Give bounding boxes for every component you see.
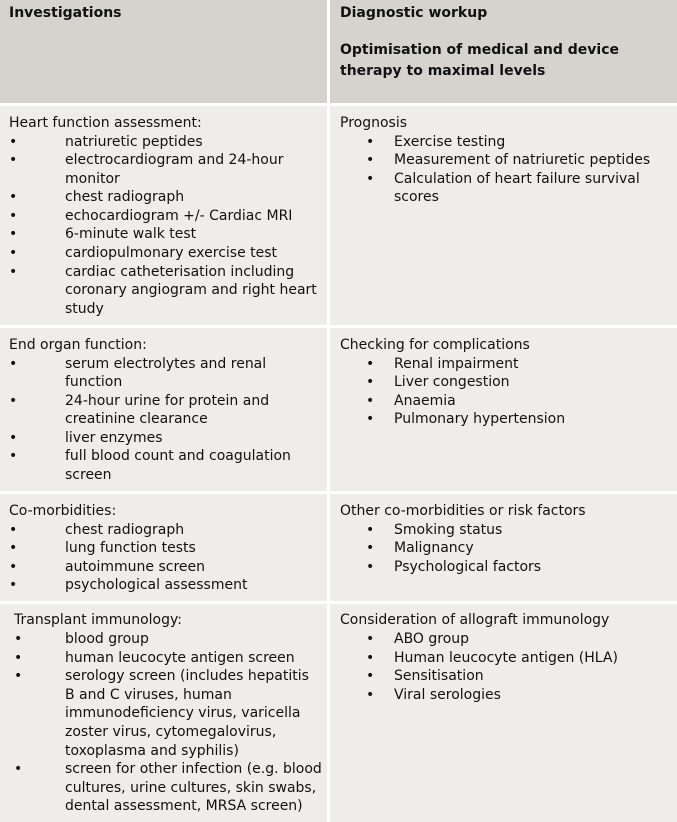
bullet-icon: • [9, 577, 18, 594]
risk-factors-title: Other co-morbidities or risk factors [340, 503, 586, 519]
list-item: • Pulmonary hypertension [366, 411, 566, 428]
bullet-icon: • [9, 429, 18, 446]
allograft-immunology-title: Consideration of allograft immunology [340, 612, 610, 628]
bullet-icon: • [366, 392, 375, 409]
bullet-icon: • [366, 152, 375, 169]
comorbidities-list [9, 521, 327, 595]
header-diagnostic-workup: Diagnostic workup [340, 5, 488, 21]
bullet-icon: • [9, 245, 18, 262]
list-item: • cardiac catheterisation including coronary angiogram and right heart study [9, 263, 317, 317]
row1-right-cell [330, 106, 677, 325]
bullet-icon: • [14, 761, 23, 778]
risk-factors-list [340, 521, 677, 577]
list-item: • 24-hour urine for protein and creatinine clearance [9, 392, 270, 428]
list-item: • Renal impairment [366, 355, 519, 372]
list-item: • Liver congestion [366, 374, 510, 391]
bullet-icon: • [366, 540, 375, 557]
bullet-icon: • [366, 133, 375, 150]
list-item: • 6-minute walk test [9, 226, 197, 243]
bullet-icon: • [9, 355, 18, 372]
list-item: • screen for other infection (e.g. blood cultures, urine cultures, skin swabs, dental assessment, MRSA screen) [14, 761, 322, 815]
list-item: • Sensitisation [366, 668, 484, 685]
row1-left-cell [0, 106, 327, 325]
list-item: • Measurement of natriuretic peptides [366, 152, 651, 169]
list-item: • cardiopulmonary exercise test [9, 245, 278, 262]
list-item: • Malignancy [366, 540, 474, 557]
list-item: • human leucocyte antigen screen [14, 649, 295, 666]
transplant-immunology-title: Transplant immunology: [14, 612, 182, 628]
bullet-icon: • [14, 631, 23, 647]
bullet-icon: • [14, 668, 23, 685]
list-item: • psychological assessment [9, 577, 248, 594]
bullet-icon: • [9, 226, 18, 243]
bullet-icon: • [9, 133, 18, 150]
row2-left-cell [0, 328, 327, 491]
list-item: • autoimmune screen [9, 558, 206, 575]
allograft-immunology-list [340, 630, 677, 704]
header-optimisation: Optimisation of medical and device therapy to maximal levels [340, 42, 619, 79]
list-item: • serology screen (includes hepatitis B and C viruses, human immunodeficiency virus, varicella zoster virus, cytomegalovirus, toxoplasma and syphilis) [14, 668, 309, 759]
row4-right-cell [330, 604, 677, 822]
bullet-icon: • [366, 631, 375, 647]
header-investigations: Investigations [9, 5, 122, 21]
list-item: • liver enzymes [9, 429, 163, 446]
bullet-icon: • [366, 649, 375, 666]
list-item: • Human leucocyte antigen (HLA) [366, 649, 618, 666]
end-organ-title: End organ function: [9, 337, 147, 353]
bullet-icon: • [366, 374, 375, 391]
bullet-icon: • [9, 263, 18, 280]
end-organ-list [9, 355, 327, 485]
list-item: • Psychological factors [366, 558, 542, 575]
list-item: • Viral serologies [366, 686, 501, 703]
list-item: • blood group [14, 631, 149, 647]
list-item: • Smoking status [366, 521, 503, 538]
row3-left-cell [0, 494, 327, 601]
prognosis-title: Prognosis [340, 115, 408, 131]
complications-list [340, 355, 677, 429]
list-item: • lung function tests [9, 540, 196, 557]
row2-right-cell [330, 328, 677, 491]
bullet-icon: • [9, 189, 18, 206]
bullet-icon: • [9, 152, 18, 169]
bullet-icon: • [9, 207, 18, 224]
list-item: • serum electrolytes and renal function [9, 355, 267, 391]
bullet-icon: • [366, 355, 375, 372]
list-item: • electrocardiogram and 24-hour monitor [9, 152, 284, 187]
bullet-icon: • [14, 649, 23, 666]
list-item: • natriuretic peptides [9, 133, 203, 150]
heart-function-list [9, 133, 327, 319]
row4-left-cell [0, 604, 327, 822]
bullet-icon: • [9, 540, 18, 557]
row3-right-cell [330, 494, 677, 601]
list-item: • ABO group [366, 631, 470, 647]
bullet-icon: • [9, 448, 18, 465]
list-item: • full blood count and coagulation screen [9, 448, 291, 484]
prognosis-list [340, 133, 677, 207]
list-item: • chest radiograph [9, 521, 185, 538]
transplant-immunology-list [14, 630, 322, 816]
heart-function-title: Heart function assessment: [9, 115, 202, 131]
list-item: • chest radiograph [9, 189, 185, 206]
bullet-icon: • [366, 521, 375, 538]
complications-title: Checking for complications [340, 337, 530, 353]
bullet-icon: • [366, 686, 375, 703]
bullet-icon: • [366, 411, 375, 428]
list-item: • echocardiogram +/- Cardiac MRI [9, 207, 293, 224]
comorbidities-title: Co-morbidities: [9, 503, 117, 519]
header-right-cell [330, 0, 677, 103]
bullet-icon: • [9, 392, 18, 409]
bullet-icon: • [366, 170, 375, 187]
bullet-icon: • [9, 521, 18, 538]
list-item: • Anaemia [366, 392, 456, 409]
bullet-icon: • [9, 558, 18, 575]
list-item: • Exercise testing [366, 133, 506, 150]
bullet-icon: • [366, 558, 375, 575]
header-left-cell [0, 0, 327, 103]
bullet-icon: • [366, 668, 375, 685]
list-item: • Calculation of heart failure survival scores [366, 170, 640, 206]
